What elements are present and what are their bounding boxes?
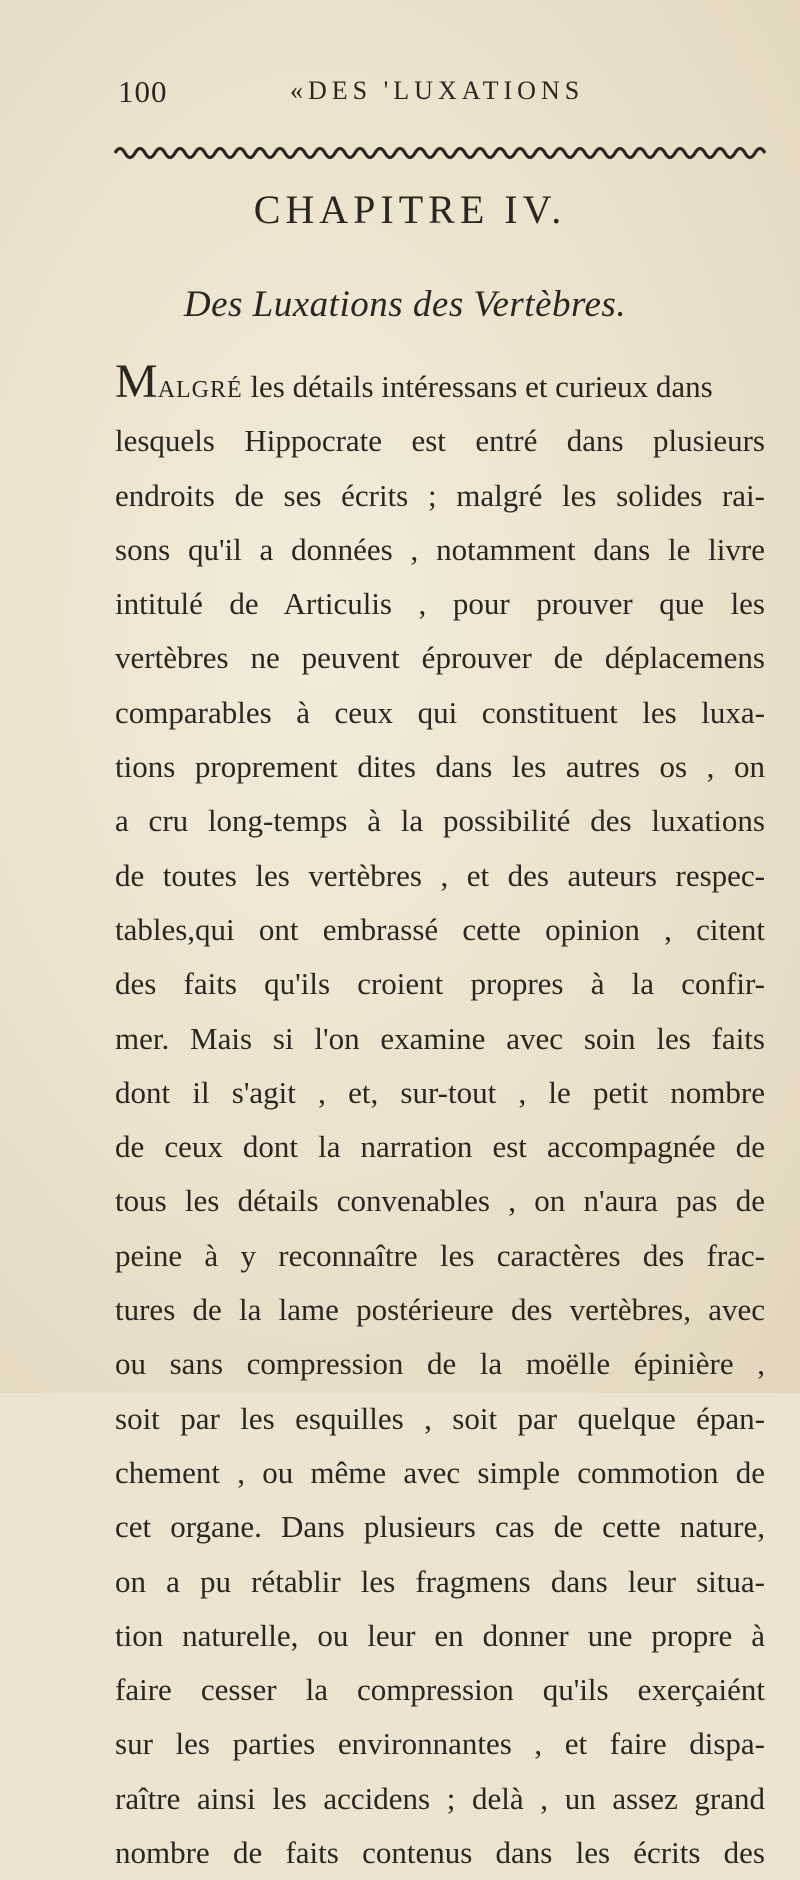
text-line: endroits de ses écrits ; malgré les solides rai- (115, 477, 765, 513)
text-line: de toutes les vertèbres , et des auteurs respec- (115, 857, 765, 893)
text-line: tion naturelle, ou leur en donner une propre à (115, 1617, 765, 1653)
text-line: soit par les esquilles , soit par quelque épan- (115, 1400, 765, 1436)
text-line: cet organe. Dans plusieurs cas de cette nature, (115, 1509, 765, 1545)
text-line: comparables à ceux qui constituent les luxa- (115, 694, 765, 730)
text-line: on a pu rétablir les fragmens dans leur situa- (115, 1563, 765, 1599)
body-text (115, 355, 765, 1880)
text-line: sons qu'il a données , notamment dans le livre (115, 531, 765, 567)
text-line: intitulé de Articulis , pour prouver que les (115, 586, 765, 622)
page-number: 100 (118, 74, 168, 109)
text-line: sur les parties environnantes , et faire dispa- (115, 1726, 765, 1762)
text-line: a cru long-temps à la possibilité des luxations (115, 803, 765, 839)
ornament-rule (115, 138, 765, 164)
text-line: peine à y reconnaître les caractères des frac- (115, 1237, 765, 1273)
text-line: tous les détails convenables , on n'aura pas de (115, 1183, 765, 1219)
first-word-smallcaps: ALGRÉ (157, 377, 243, 403)
text-line: tures de la lame postérieure des vertèbres, avec (115, 1292, 765, 1328)
text-line: MALGRÉ les détails intéressans et curieux dans (115, 355, 713, 408)
chapter-subtitle: Des Luxations des Vertèbres. (183, 284, 627, 325)
drop-cap: M (115, 355, 158, 408)
text-line: des faits qu'ils croient propres à la confir- (115, 966, 765, 1002)
text-line: nombre de faits contenus dans les écrits des (115, 1835, 765, 1871)
text-line: faire cesser la compression qu'ils exerçaiént (115, 1672, 765, 1708)
text-line: lesquels Hippocrate est entré dans plusieurs (115, 423, 765, 459)
running-head (118, 74, 718, 114)
text-line: dont il s'agit , et, sur-tout , le petit nombre (115, 1074, 765, 1110)
text-line: ou sans compression de la moëlle épinière , (115, 1346, 765, 1382)
text-line: mer. Mais si l'on examine avec soin les faits (115, 1020, 765, 1056)
text-line: raître ainsi les accidens ; delà , un assez grand (115, 1780, 765, 1816)
text-line: de ceux dont la narration est accompagnée de (115, 1129, 765, 1165)
chapter-title: CHAPITRE IV. (253, 187, 567, 232)
text-line: vertèbres ne peuvent éprouver de déplacemens (115, 640, 765, 676)
text-line: chement , ou même avec simple commotion de (115, 1454, 765, 1490)
text-line: tions proprement dites dans les autres os , on (115, 749, 765, 785)
running-title: «DES 'LUXATIONS (290, 76, 585, 105)
text-line: tables,qui ont embrassé cette opinion , citent (115, 911, 765, 947)
